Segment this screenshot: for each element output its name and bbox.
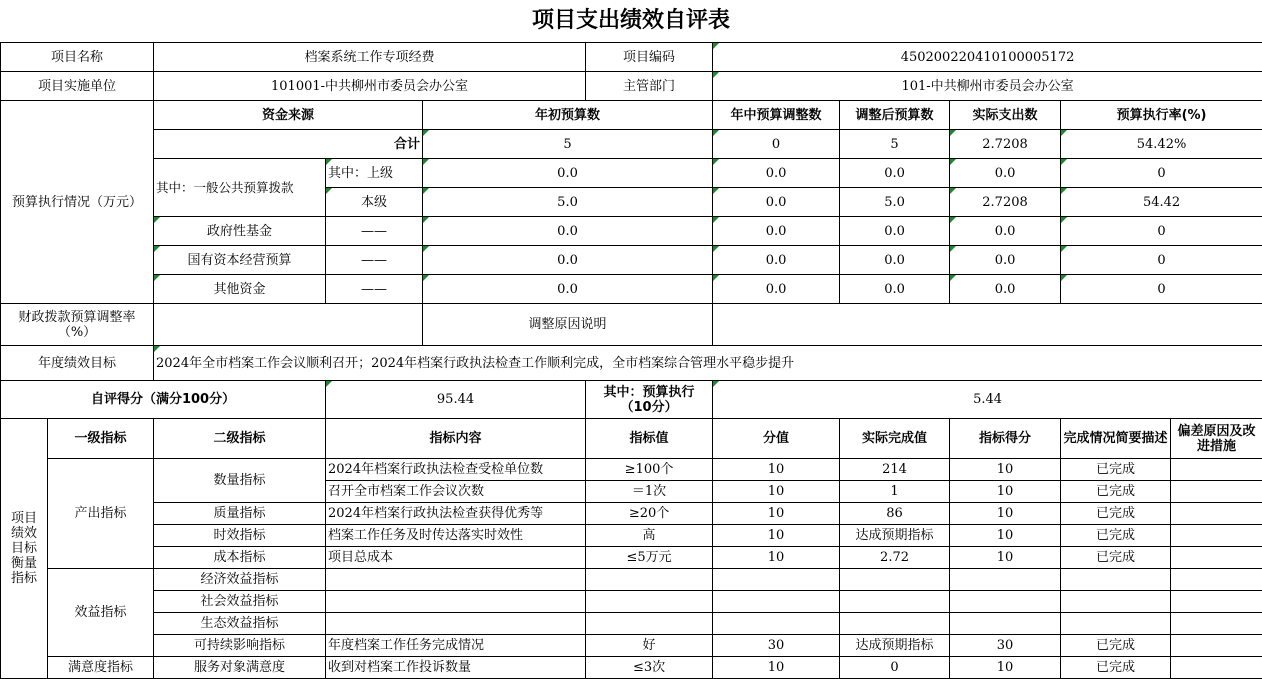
other-fund-adjusted: 0.0 — [840, 275, 950, 304]
indicator-desc: 已完成 — [1061, 503, 1171, 525]
self-score-label: 自评得分（满分100分） — [1, 381, 326, 419]
total-label: 合计 — [154, 130, 423, 159]
header-fund-source: 资金来源 — [154, 101, 423, 130]
indicator-weight: 10 — [713, 481, 840, 503]
indicator-deviation — [1171, 503, 1262, 525]
indicator-deviation — [1171, 481, 1262, 503]
cost-indicator-label: 成本指标 — [154, 547, 326, 569]
state-capital-initial: 0.0 — [423, 246, 713, 275]
total-initial: 5 — [423, 130, 713, 159]
state-capital-midyear: 0.0 — [713, 246, 840, 275]
other-fund-initial: 0.0 — [423, 275, 713, 304]
other-fund-actual: 0.0 — [950, 275, 1061, 304]
header-actual-value: 实际完成值 — [840, 419, 950, 459]
header-execution-rate: 预算执行率(%) — [1061, 101, 1262, 130]
sustainable-impact-label: 可持续影响指标 — [154, 635, 326, 657]
indicator-target: 好 — [586, 635, 713, 657]
gov-fund-rate: 0 — [1061, 217, 1262, 246]
implementing-unit-value: 101001-中共柳州市委员会办公室 — [154, 72, 586, 101]
indicator-weight: 10 — [713, 525, 840, 547]
timeliness-indicator-label: 时效指标 — [154, 525, 326, 547]
implementing-unit-label: 项目实施单位 — [1, 72, 154, 101]
total-adjusted: 5 — [840, 130, 950, 159]
total-rate: 54.42% — [1061, 130, 1262, 159]
state-capital-label: 国有资本经营预算 — [154, 246, 326, 275]
indicator-actual: 1 — [840, 481, 950, 503]
indicator-score: 10 — [950, 481, 1061, 503]
local-adjusted: 5.0 — [840, 188, 950, 217]
indicator-content: 项目总成本 — [326, 547, 586, 569]
indicator-desc: 已完成 — [1061, 635, 1171, 657]
local-midyear: 0.0 — [713, 188, 840, 217]
indicator-content: 2024年档案行政执法检查受检单位数 — [326, 459, 586, 481]
indicator-target: ≤5万元 — [586, 547, 713, 569]
budget-section-label: 预算执行情况（万元） — [1, 101, 154, 304]
benefit-indicator-label: 效益指标 — [48, 569, 154, 657]
gov-fund-initial: 0.0 — [423, 217, 713, 246]
upper-actual: 0.0 — [950, 159, 1061, 188]
indicator-content: 档案工作任务及时传达落实时效性 — [326, 525, 586, 547]
local-level-label: 本级 — [326, 188, 423, 217]
other-fund-rate: 0 — [1061, 275, 1262, 304]
header-completion-desc: 完成情况简要描述 — [1061, 419, 1171, 459]
gov-fund-adjusted: 0.0 — [840, 217, 950, 246]
budget-exec-score-value: 5.44 — [713, 381, 1262, 419]
header-level2-indicator: 二级指标 — [154, 419, 326, 459]
adjust-reason-value — [713, 304, 1262, 346]
indicator-desc: 已完成 — [1061, 481, 1171, 503]
total-midyear: 0 — [713, 130, 840, 159]
indicator-desc: 已完成 — [1061, 657, 1171, 679]
header-midyear-adjust: 年中预算调整数 — [713, 101, 840, 130]
annual-goal-label: 年度绩效目标 — [1, 346, 154, 381]
quality-indicator-label: 质量指标 — [154, 503, 326, 525]
indicator-deviation — [1171, 547, 1262, 569]
gov-fund-actual: 0.0 — [950, 217, 1061, 246]
other-fund-dash: —— — [326, 275, 423, 304]
state-capital-actual: 0.0 — [950, 246, 1061, 275]
indicator-content: 年度档案工作任务完成情况 — [326, 635, 586, 657]
header-level1-indicator: 一级指标 — [48, 419, 154, 459]
upper-adjusted: 0.0 — [840, 159, 950, 188]
adjust-rate-label: 财政拨款预算调整率（%） — [1, 304, 154, 346]
indicator-score: 30 — [950, 635, 1061, 657]
gov-fund-dash: —— — [326, 217, 423, 246]
satisfaction-indicator-label: 满意度指标 — [48, 657, 154, 679]
upper-rate: 0 — [1061, 159, 1262, 188]
indicator-target: ≥100个 — [586, 459, 713, 481]
indicator-target: ＝1次 — [586, 481, 713, 503]
indicators-section-label: 项目绩效目标衡量指标 — [1, 419, 48, 679]
other-fund-label: 其他资金 — [154, 275, 326, 304]
economic-benefit-label: 经济效益指标 — [154, 569, 326, 591]
header-indicator-target: 指标值 — [586, 419, 713, 459]
adjust-reason-label: 调整原因说明 — [423, 304, 713, 346]
indicator-deviation — [1171, 657, 1262, 679]
project-code-value: 450200220410100005172 — [713, 43, 1262, 72]
state-capital-adjusted: 0.0 — [840, 246, 950, 275]
header-actual-spend: 实际支出数 — [950, 101, 1061, 130]
indicator-target: ≥20个 — [586, 503, 713, 525]
gov-fund-label: 政府性基金 — [154, 217, 326, 246]
service-satisfaction-label: 服务对象满意度 — [154, 657, 326, 679]
indicator-deviation — [1171, 525, 1262, 547]
indicator-actual: 0 — [840, 657, 950, 679]
indicator-content: 召开全市档案工作会议次数 — [326, 481, 586, 503]
header-adjusted-budget: 调整后预算数 — [840, 101, 950, 130]
form-title: 项目支出绩效自评表 — [531, 8, 730, 33]
indicator-target: 高 — [586, 525, 713, 547]
indicator-content: 2024年档案行政执法检查获得优秀等 — [326, 503, 586, 525]
indicator-desc: 已完成 — [1061, 547, 1171, 569]
indicator-weight: 10 — [713, 657, 840, 679]
indicator-score: 10 — [950, 657, 1061, 679]
local-rate: 54.42 — [1061, 188, 1262, 217]
indicator-deviation — [1171, 635, 1262, 657]
state-capital-rate: 0 — [1061, 246, 1262, 275]
indicator-weight: 10 — [713, 547, 840, 569]
upper-level-label: 其中：上级 — [326, 159, 423, 188]
self-evaluation-table — [0, 42, 1262, 679]
header-indicator-score: 指标得分 — [950, 419, 1061, 459]
supervising-dept-label: 主管部门 — [586, 72, 713, 101]
upper-initial: 0.0 — [423, 159, 713, 188]
indicator-score: 10 — [950, 525, 1061, 547]
indicator-actual: 达成预期指标 — [840, 525, 950, 547]
header-initial-budget: 年初预算数 — [423, 101, 713, 130]
project-name-label: 项目名称 — [1, 43, 154, 72]
adjust-rate-value — [154, 304, 423, 346]
ecological-benefit-label: 生态效益指标 — [154, 613, 326, 635]
indicator-actual: 214 — [840, 459, 950, 481]
header-weight: 分值 — [713, 419, 840, 459]
annual-goal-text: 2024年全市档案工作会议顺利召开；2024年档案行政执法检查工作顺利完成，全市档案综合管理水平稳步提升 — [154, 346, 1262, 381]
indicator-actual: 2.72 — [840, 547, 950, 569]
indicator-score: 10 — [950, 459, 1061, 481]
supervising-dept-value: 101-中共柳州市委员会办公室 — [713, 72, 1262, 101]
indicator-actual: 达成预期指标 — [840, 635, 950, 657]
output-indicator-label: 产出指标 — [48, 459, 154, 569]
indicator-weight: 30 — [713, 635, 840, 657]
indicator-content: 收到对档案工作投诉数量 — [326, 657, 586, 679]
upper-midyear: 0.0 — [713, 159, 840, 188]
self-score-value: 95.44 — [326, 381, 586, 419]
indicator-desc: 已完成 — [1061, 459, 1171, 481]
state-capital-dash: —— — [326, 246, 423, 275]
other-fund-midyear: 0.0 — [713, 275, 840, 304]
quantity-indicator-label: 数量指标 — [154, 459, 326, 503]
indicator-weight: 10 — [713, 503, 840, 525]
budget-exec-score-label: 其中：预算执行（10分） — [586, 381, 713, 419]
indicator-deviation — [1171, 459, 1262, 481]
indicator-score: 10 — [950, 547, 1061, 569]
gov-fund-midyear: 0.0 — [713, 217, 840, 246]
local-initial: 5.0 — [423, 188, 713, 217]
header-deviation: 偏差原因及改进措施 — [1171, 419, 1262, 459]
indicator-actual: 86 — [840, 503, 950, 525]
indicator-score: 10 — [950, 503, 1061, 525]
header-indicator-content: 指标内容 — [326, 419, 586, 459]
indicator-weight: 10 — [713, 459, 840, 481]
local-actual: 2.7208 — [950, 188, 1061, 217]
project-code-label: 项目编码 — [586, 43, 713, 72]
total-actual: 2.7208 — [950, 130, 1061, 159]
general-budget-label: 其中：一般公共预算拨款 — [154, 159, 326, 217]
indicator-target: ≤3次 — [586, 657, 713, 679]
social-benefit-label: 社会效益指标 — [154, 591, 326, 613]
indicator-desc: 已完成 — [1061, 525, 1171, 547]
project-name-value: 档案系统工作专项经费 — [154, 43, 586, 72]
